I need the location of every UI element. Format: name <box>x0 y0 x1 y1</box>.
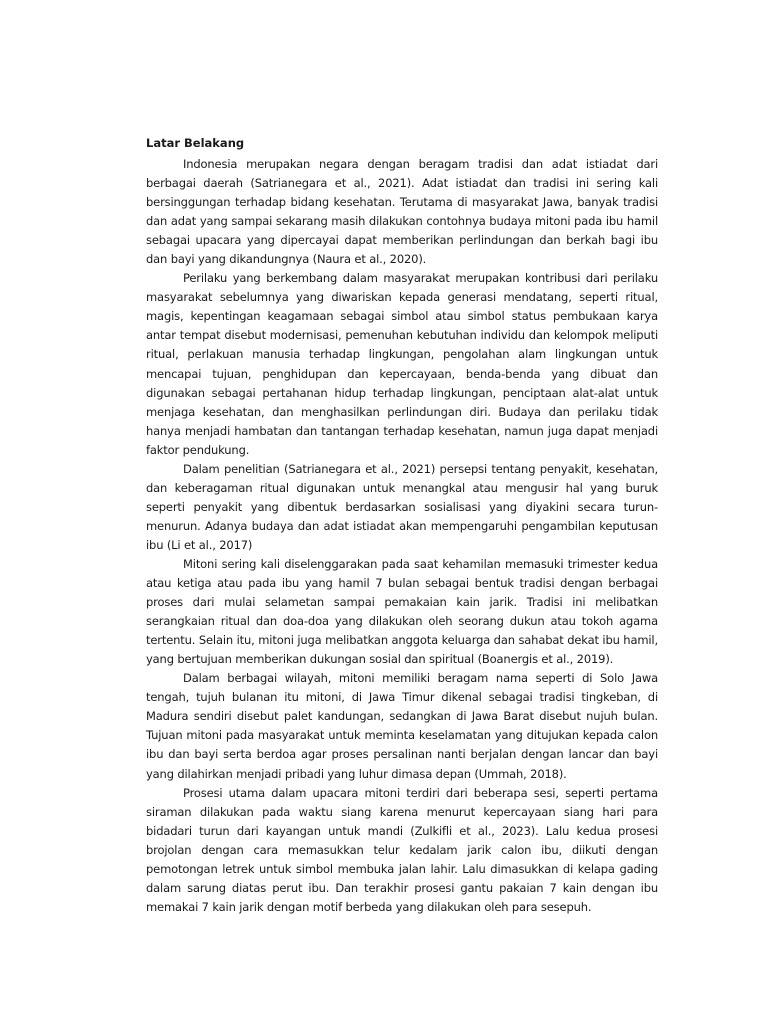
document-page <box>146 134 658 917</box>
paragraph-6: Prosesi utama dalam upacara mitoni terdiri dari beberapa sesi, seperti pertama siraman dilakukan pada waktu siang karena menurut kepercayaan siang hari para bidadari turun dari kayangan untuk mandi (Zulkifli et al., 2023). Lalu kedua prosesi brojolan dengan cara memasukkan telur kedalam jarik calon ibu, diikuti dengan pemotongan letrek untuk simbol membuka jalan lahir. Lalu dimasukkan di kelapa gading dalam sarung diatas perut ibu. Dan terakhir prosesi gantu pakaian 7 kain dengan ibu memakai 7 kain jarik dengan motif berbeda yang dilakukan oleh para sesepuh. <box>146 785 658 914</box>
paragraph-3: Dalam penelitian (Satrianegara et al., 2021) persepsi tentang penyakit, kesehatan, dan keberagaman ritual digunakan untuk menangkal atau mengusir hal yang buruk seperti penyakit yang dibentuk berdasarkan sosialisasi yang diyakini secara turun-menurun. Adanya budaya dan adat istiadat akan mempengaruhi pengambilan keputusan ibu (Li et al., 2017) <box>146 461 658 552</box>
section-heading: Latar Belakang <box>146 136 245 150</box>
paragraph-2: Perilaku yang berkembang dalam masyarakat merupakan kontribusi dari perilaku masyarakat sebelumnya yang diwariskan kepada generasi mendatang, seperti ritual, magis, kepentingan keagamaan sebagai simbol atau simbol status pembukaan karya antar tempat disebut modernisasi, pemenuhan kebutuhan individu dan kelompok meliputi ritual, perlakuan manusia terhadap lingkungan, pengolahan alam lingkungan untuk mencapai tujuan, penghidupan dan kepercayaan, benda-benda yang dibuat dan digunakan sebagai pertahanan hidup terhadap lingkungan, penciptaan alat-alat untuk menjaga kesehatan, dan menghasilkan perlindungan diri. Budaya dan perilaku tidak hanya menjadi hambatan dan tantangan terhadap kesehatan, namun juga dapat menjadi faktor pendukung. <box>146 271 658 457</box>
paragraph-5: Dalam berbagai wilayah, mitoni memiliki beragam nama seperti di Solo Jawa tengah, tujuh bulanan itu mitoni, di Jawa Timur dikenal sebagai tradisi tingkeban, di Madura sendiri disebut palet kandungan, sedangkan di Jawa Barat disebut nujuh bulan. Tujuan mitoni pada masyarakat untuk meminta keselamatan yang ditujukan kepada calon ibu dan bayi serta berdoa agar proses persalinan nanti berjalan dengan lancar dan bayi yang dilahirkan menjadi pribadi yang luhur dimasa depan (Ummah, 2018). <box>146 671 658 781</box>
paragraph-1: Indonesia merupakan negara dengan beragam tradisi dan adat istiadat dari berbagai daerah (Satrianegara et al., 2021). Adat istiadat dan tradisi ini sering kali bersinggungan terhadap bidang kesehatan. Terutama di masyarakat Jawa, banyak tradisi dan adat yang sampai sekarang masih dilakukan contohnya budaya mitoni pada ibu hamil sebagai upacara yang dipercayai dapat memberikan perlindungan dan berkah bagi ibu dan bayi yang dikandungnya (Naura et al., 2020). <box>146 157 658 267</box>
paragraph-4: Mitoni sering kali diselenggarakan pada saat kehamilan memasuki trimester kedua atau ketiga atau pada ibu yang hamil 7 bulan sebagai bentuk tradisi dengan berbagai proses dari mulai selametan sampai pemakaian kain jarik. Tradisi ini melibatkan serangkaian ritual dan doa-doa yang dilakukan oleh seorang dukun atau tokoh agama tertentu. Selain itu, mitoni juga melibatkan anggota keluarga dan sahabat dekat ibu hamil, yang bertujuan memberikan dukungan sosial dan spiritual (Boanergis et al., 2019). <box>146 556 658 667</box>
